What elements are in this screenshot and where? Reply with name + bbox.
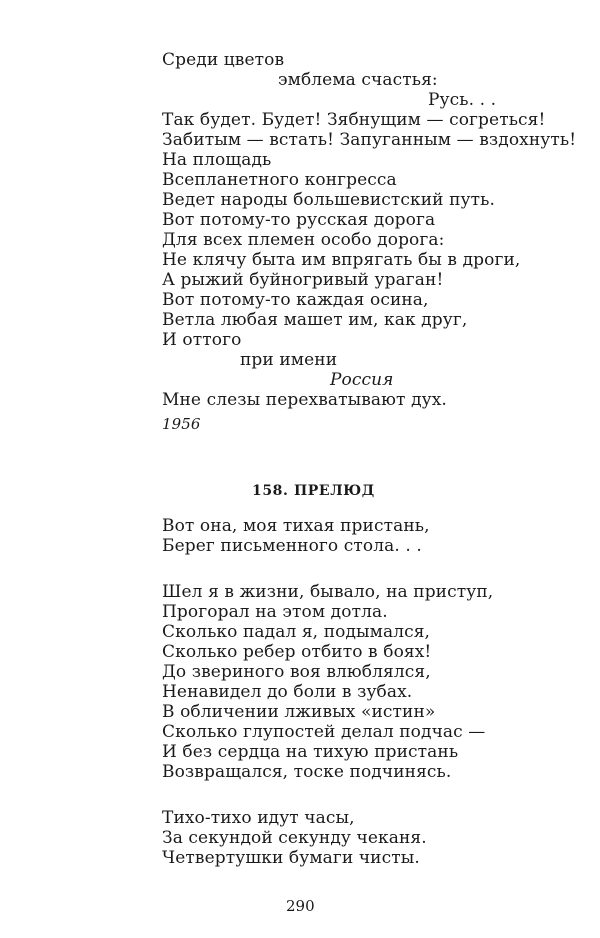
poem-line: эмблема счастья: xyxy=(278,70,438,90)
poem-line: Прогорал на этом дотла. xyxy=(162,602,388,622)
poem-line: За секундой секунду чеканя. xyxy=(162,828,427,848)
poem-line: Забитым — встать! Запуганным — вздохнуть! xyxy=(162,130,577,150)
poem-line: И без сердца на тихую пристань xyxy=(162,742,459,762)
poem-line: До звериного воя влюблялся, xyxy=(162,662,431,682)
poem-line: Ненавидел до боли в зубах. xyxy=(162,682,413,702)
poem-line-emphasis: Россия xyxy=(330,370,394,390)
poem-line: Возвращался, тоске подчинясь. xyxy=(162,762,452,782)
poem-line: Ветла любая машет им, как друг, xyxy=(162,310,468,330)
poem-line: Вот она, моя тихая пристань, xyxy=(162,516,430,536)
poem-line: Русь. . . xyxy=(428,90,497,110)
poem-line: Вот потому-то русская дорога xyxy=(162,210,436,230)
poem-line: А рыжий буйногривый ураган! xyxy=(162,270,444,290)
poem-line: Сколько глупостей делал подчас — xyxy=(162,722,486,742)
poem-line: Ведет народы большевистский путь. xyxy=(162,190,495,210)
poem-line: Сколько ребер отбито в боях! xyxy=(162,642,432,662)
poem-line: Четвертушки бумаги чисты. xyxy=(162,848,420,868)
poem-line: Тихо-тихо идут часы, xyxy=(162,808,355,828)
poem-line: На площадь xyxy=(162,150,272,170)
poem-line: при имени xyxy=(240,350,338,370)
poem-line: Вот потому-то каждая осина, xyxy=(162,290,429,310)
poem-line: Среди цветов xyxy=(162,50,285,70)
poem-line: В обличении лживых «истин» xyxy=(162,702,436,722)
poem-line: Сколько падал я, подымался, xyxy=(162,622,431,642)
poem-line: Мне слезы перехватывают дух. xyxy=(162,390,447,410)
page-number: 290 xyxy=(286,897,315,915)
poem-line: Берег письменного стола. . . xyxy=(162,536,422,556)
poem-line: И оттого xyxy=(162,330,242,350)
poem-year: 1956 xyxy=(162,415,201,433)
poem-line: Шел я в жизни, бывало, на приступ, xyxy=(162,582,494,602)
poem-line: Всепланетного конгресса xyxy=(162,170,397,190)
poem-line: Не клячу быта им впрягать бы в дроги, xyxy=(162,250,521,270)
poem-line: Для всех племен особо дорога: xyxy=(162,230,445,250)
poem-title: 158. ПРЕЛЮД xyxy=(252,483,375,499)
poem-line: Так будет. Будет! Зябнущим — согреться! xyxy=(162,110,546,130)
